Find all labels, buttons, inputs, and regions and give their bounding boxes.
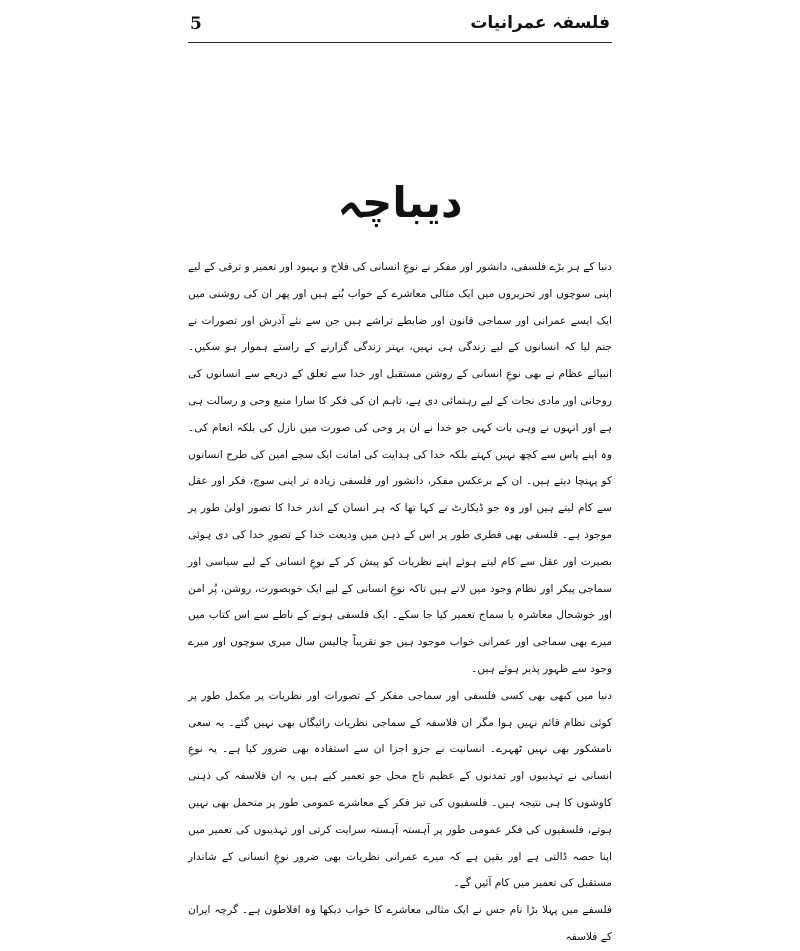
paragraph: دنیا کے ہر بڑے فلسفی، دانشور اور مفکر نے نوعِ انسانی کی فلاح و بہبود اور تعمیر و ترقی کے لیے اپنی سوچوں اور تحریروں میں ایک مثالی معاشرے کے خواب بُنے ہیں اور پھر ان کی روشنی میں ایک ایسے عمرانی اور سماجی قانون اور ضابطے تراشے ہیں جن سے نئے آدرش اور تصورات نے جنم لیا کہ انسانوں کے لیے زندگی ہی نہیں، بہتر زندگی گزارنے کے راستے ہموار ہو سکیں۔ انبیائے عظام نے بھی نوعِ انسانی کے روشن مستقبل اور خدا سے تعلق کے ذریعے سے انسانوں کی روحانی اور مادی نجات کے لیے رہنمائی دی ہے، تاہم ان کی فکر کا سارا منبع وحی و رسالت ہی ہے اور انہوں نے وہی بات کہی جو خدا نے ان پر وحی کی صورت میں نازل کی بلکہ انعام کی۔ وہ اپنے پاس سے کچھ نہیں کہتے بلکہ خدا کی ہدایت کی امانت ایک سچے امین کی طرح انسانوں کو پہنچا دیتے ہیں۔ ان کے برعکس مفکر، دانشور اور فلسفی زیادہ تر اپنی سوچ، فکر اور عقل سے کام لیتے ہیں اور وہ جو ڈیکارٹ نے کہا تھا کہ ہر انسان کے اندر خدا کا تصور اولیٰ طور پر موجود ہے۔ فلسفی بھی فطری طور پر اس کے ذہن میں ودیعت خدا کے تصورِ خدا کی دی ہوئی بصیرت اور عقل سے کام لیتے ہوئے اپنے نظریات کو پیش کر کے نوعِ انسانی کے لیے سیاسی اور سماجی پیکر اور نظام وجود میں لاتے ہیں تاکہ نوعِ انسانی کے لیے ایک خوبصورت، روشن، پُر امن اور خوشحال معاشرہ یا سماج تعمیر کیا جا سکے۔ ایک فلسفی ہونے کے ناطے سے اس کتاب میں میرے بھی سماجی اور عمرانی خواب موجود ہیں جو تقریباً چالیس سال میری سوچوں اور میرے وجود سے ظہور پذیر ہوئے ہیں۔ — [187, 261, 612, 675]
page-number: 5 — [190, 14, 202, 34]
paragraph: دنیا میں کبھی بھی کسی فلسفی اور سماجی مفکر کے تصورات اور نظریات پر مکمل طور پر کوئی نظام قائم نہیں ہوا مگر ان فلاسفہ کے سماجی نظریات رائیگاں بھی نہیں گئے۔ یہ سعی نامشکور بھی نہیں ٹھہرے۔ انسانیت نے جزو اجزا ان سے استفادہ بھی ضرور کیا ہے۔ یہ نوعِ انسانی نے تہذیبوں اور تمدنوں کے عظیم تاج محل جو تعمیر کیے ہیں یہ ان فلاسفہ کی ذہنی کاوشوں کا ہی نتیجہ ہیں۔ فلسفیوں کی تیز فکر کے معاشرے عمومی طور پر متحمل بھی نہیں ہوتے، فلسفیوں کی فکر عمومی طور پر آہستہ آہستہ سرایت کرتی اور تہذیبوں کی تعمیر میں اپنا حصہ ڈالتی ہے اور یقین ہے کہ میرے عمرانی نظریات بھی ضرور نوعِ انسانی کے شاندار مستقبل کی تعمیر میں کام آئیں گے۔ — [188, 689, 612, 890]
running-title: فلسفہ عمرانیات — [470, 13, 610, 33]
page-header — [188, 12, 612, 43]
body-text — [188, 254, 612, 951]
chapter-title: دیباچہ — [337, 178, 463, 227]
paragraph: فلسفے میں پہلا بڑا نام جس نے ایک مثالی معاشرے کا خواب دیکھا وہ افلاطون ہے۔ گرچہ ایران کے فلاسفہ — [188, 904, 612, 943]
